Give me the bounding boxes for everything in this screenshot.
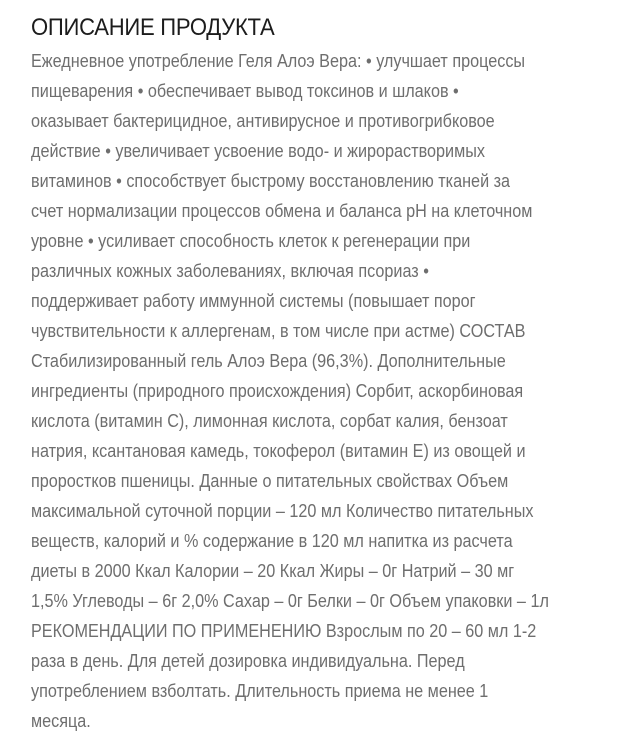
description-line: чувствительности к аллергенам, в том числе при астме) СОСТАВ xyxy=(31,321,526,341)
product-description-section xyxy=(31,12,606,736)
description-line: ингредиенты (природного происхождения) Сорбит, аскорбиновая xyxy=(31,381,524,401)
description-line: РЕКОМЕНДАЦИИ ПО ПРИМЕНЕНИЮ Взрослым по 20 – 60 мл 1-2 xyxy=(31,621,537,641)
description-line: поддерживает работу иммунной системы (повышает порог xyxy=(31,291,476,311)
description-line: проростков пшеницы. Данные о питательных свойствах Объем xyxy=(31,471,509,491)
description-line: оказывает бактерицидное, антивирусное и противогрибковое xyxy=(31,111,495,131)
description-line: диеты в 2000 Ккал Калории – 20 Ккал Жиры – 0г Натрий – 30 мг xyxy=(31,561,515,581)
description-line: употреблением взболтать. Длительность приема не менее 1 xyxy=(31,681,489,701)
description-line: веществ, калорий и % содержание в 120 мл напитка из расчета xyxy=(31,531,513,551)
description-line: счет нормализации процессов обмена и баланса pH на клеточном xyxy=(31,201,533,221)
description-line: пищеварения • обеспечивает вывод токсинов и шлаков • xyxy=(31,81,459,101)
description-text xyxy=(31,46,606,736)
description-line: Ежедневное употребление Геля Алоэ Вера: • улучшает процессы xyxy=(31,51,526,71)
description-line: действие • увеличивает усвоение водо- и жирорастворимых xyxy=(31,141,485,161)
section-title: ОПИСАНИЕ ПРОДУКТА xyxy=(31,14,275,41)
description-line: различных кожных заболеваниях, включая псориаз • xyxy=(31,261,429,281)
description-line: раза в день. Для детей дозировка индивидуальна. Перед xyxy=(31,651,465,671)
description-line: максимальной суточной порции – 120 мл Количество питательных xyxy=(31,501,534,521)
description-line: уровне • усиливает способность клеток к регенерации при xyxy=(31,231,471,251)
description-line: 1,5% Углеводы – 6г 2,0% Сахар – 0г Белки – 0г Объем упаковки – 1л xyxy=(31,591,549,611)
description-line: натрия, ксантановая камедь, токоферол (витамин Е) из овощей и xyxy=(31,441,526,461)
description-line: месяца. xyxy=(31,711,91,731)
description-line: витаминов • способствует быстрому восстановлению тканей за xyxy=(31,171,511,191)
description-line: Стабилизированный гель Алоэ Вера (96,3%). Дополнительные xyxy=(31,351,506,371)
description-line: кислота (витамин С), лимонная кислота, сорбат калия, бензоат xyxy=(31,411,508,431)
